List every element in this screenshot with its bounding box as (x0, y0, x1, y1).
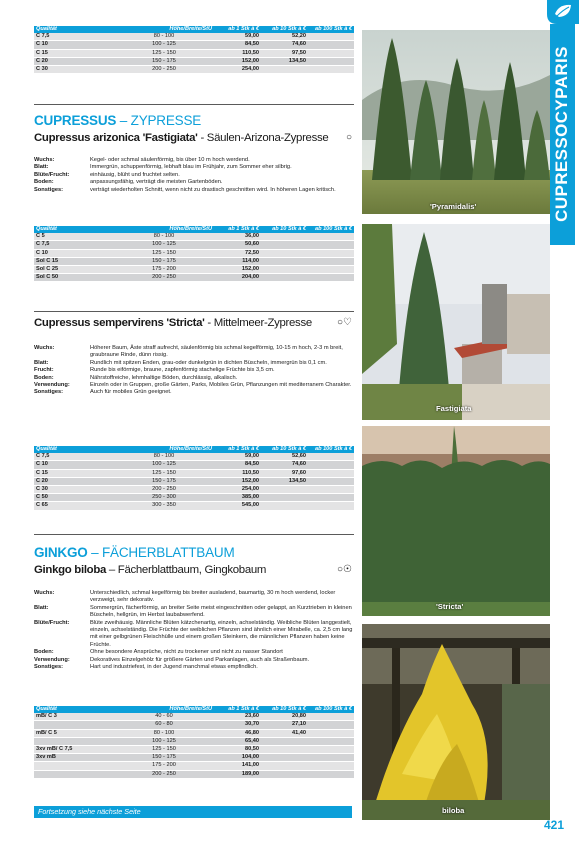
cell-price-10 (261, 762, 308, 770)
property-row (34, 187, 354, 194)
cell-price-100 (308, 233, 354, 241)
cell-size: 80 - 100 (114, 729, 214, 737)
property-row (34, 590, 354, 605)
col-header-size: Höhe/Breite/StU (114, 446, 214, 453)
col-header-price-1: ab 1 Stk à € (214, 26, 261, 33)
cell-quality: C 10 (34, 41, 114, 49)
cell-price-1: 141,00 (214, 762, 261, 770)
cell-size: 150 - 175 (114, 57, 214, 65)
property-row (34, 157, 354, 164)
col-header-size: Höhe/Breite/StU (114, 706, 214, 713)
cell-price-1: 254,00 (214, 486, 261, 494)
cell-price-100 (308, 66, 354, 74)
cypress-garden-image (362, 224, 550, 420)
cell-price-10 (261, 770, 308, 778)
property-label: Blüte/Frucht: (34, 619, 70, 626)
cell-quality: C 10 (34, 461, 114, 469)
cell-price-100 (308, 486, 354, 494)
cell-quality: C 7,5 (34, 241, 114, 249)
cell-price-100 (308, 729, 354, 737)
property-value: Höherer Baum, Äste straff aufrecht, säulenförmig bis schmal kegelförmig, 10-15 m hoch, 2-3 m breit, graubraune Rinde, dünn rissig. (90, 345, 343, 359)
property-row (34, 164, 354, 171)
cell-price-1: 50,60 (214, 241, 261, 249)
section-divider (34, 104, 354, 105)
table-row (34, 241, 354, 249)
property-row (34, 649, 354, 656)
cell-price-100 (308, 469, 354, 477)
cell-price-1: 84,50 (214, 461, 261, 469)
property-value: Auch für mobiles Grün geeignet. (90, 389, 172, 396)
property-value: Kegel- oder schmal säulenförmig, bis über 10 m hoch werdend. (90, 157, 250, 163)
photo-pyramidalis (362, 30, 550, 214)
cell-quality: C 15 (34, 49, 114, 57)
col-header-price-10: ab 10 Stk à € (261, 706, 308, 713)
table-row (34, 502, 354, 510)
cell-size: 80 - 100 (114, 33, 214, 41)
cell-price-100 (308, 49, 354, 57)
table-row (34, 770, 354, 778)
property-row (34, 620, 354, 650)
cell-price-100 (308, 453, 354, 461)
table-row (34, 249, 354, 257)
cell-quality (34, 770, 114, 778)
section-divider (34, 534, 354, 535)
cell-quality: C 10 (34, 249, 114, 257)
cell-price-10 (261, 249, 308, 257)
cell-price-1: 23,60 (214, 713, 261, 721)
cell-size: 150 - 175 (114, 477, 214, 485)
cell-price-1: 204,00 (214, 274, 261, 282)
price-table-2-wrap (34, 226, 354, 282)
section-title-light: – FÄCHERBLATTBAUM (87, 545, 235, 560)
cell-size: 300 - 350 (114, 502, 214, 510)
property-row (34, 382, 354, 389)
table-header-row (34, 26, 354, 33)
cell-price-1: 36,00 (214, 233, 261, 241)
cypress-hedge-image (362, 426, 550, 616)
table-row (34, 33, 354, 41)
price-table-4 (34, 706, 354, 779)
cell-size: 125 - 150 (114, 469, 214, 477)
property-value: Runde bis eiförmige, braune, zapfenförmig stachelige Früchte bis 3,5 cm. (90, 367, 275, 374)
col-header-price-1: ab 1 Stk à € (214, 706, 261, 713)
cell-price-1: 80,50 (214, 746, 261, 754)
cell-size: 150 - 175 (114, 754, 214, 762)
table-row (34, 486, 354, 494)
cell-quality (34, 737, 114, 745)
cell-price-1: 59,00 (214, 453, 261, 461)
table-row (34, 66, 354, 74)
cell-price-10 (261, 274, 308, 282)
property-value: Unterschiedlich, schmal kegelförmig bis breiter ausladend, baumartig, 30 m hoch werdend, locker verzweigt, sehr dekorativ. (90, 590, 336, 604)
col-header-price-100: ab 100 Stk à € (308, 446, 354, 453)
cell-price-10: 52,20 (261, 33, 308, 41)
cell-price-1: 114,00 (214, 257, 261, 265)
cell-price-1: 110,50 (214, 49, 261, 57)
cell-price-10 (261, 754, 308, 762)
cell-price-100 (308, 721, 354, 729)
cell-price-1: 545,00 (214, 502, 261, 510)
cell-price-1: 65,40 (214, 737, 261, 745)
cell-price-1: 110,50 (214, 469, 261, 477)
cell-quality: C 15 (34, 469, 114, 477)
table-row (34, 453, 354, 461)
cell-price-1: 30,70 (214, 721, 261, 729)
photo-biloba (362, 624, 550, 820)
species-common-name: - Mittelmeer-Zypresse (204, 317, 312, 329)
property-label: Sonstiges: (34, 664, 64, 671)
property-label: Sonstiges: (34, 389, 64, 396)
col-header-price-100: ab 100 Stk à € (308, 26, 354, 33)
cell-price-10 (261, 266, 308, 274)
property-value: Rundlich mit spitzen Enden, grau-oder dunkelgrün in dichten Büscheln, immergrün bis 0,1 cm. (90, 359, 327, 366)
property-row (34, 360, 354, 367)
property-value: Immergrün, schuppenförmig, lebhaft blau im Frühjahr, zum Sommer eher silbrig. (90, 164, 292, 171)
cell-price-100 (308, 257, 354, 265)
property-label: Blatt: (34, 359, 49, 366)
cell-quality: C 30 (34, 486, 114, 494)
photo-caption: Fastigiata (436, 404, 472, 413)
property-value: Ohne besondere Ansprüche, nicht zu trockener und nicht zu nasser Standort (90, 649, 283, 656)
property-label: Boden: (34, 179, 54, 186)
col-header-price-10: ab 10 Stk à € (261, 226, 308, 233)
table-header-row (34, 446, 354, 453)
cell-price-1: 84,50 (214, 41, 261, 49)
cell-quality: C 20 (34, 57, 114, 65)
cell-quality: Sol C 25 (34, 266, 114, 274)
col-header-size: Höhe/Breite/StU (114, 226, 214, 233)
cell-quality: C 65 (34, 502, 114, 510)
table-row (34, 721, 354, 729)
cell-quality (34, 762, 114, 770)
cell-size: 100 - 125 (114, 737, 214, 745)
property-row (34, 605, 354, 620)
species-title-arizonica (34, 132, 354, 144)
cell-price-1: 72,50 (214, 249, 261, 257)
section-title-bold: CUPRESSUS (34, 113, 117, 128)
property-label: Wuchs: (34, 590, 55, 596)
cell-price-1: 152,00 (214, 266, 261, 274)
cell-quality: Sol C 50 (34, 274, 114, 282)
property-label: Wuchs: (34, 157, 55, 163)
cell-price-100 (308, 494, 354, 502)
section-title-bold: GINKGO (34, 545, 88, 560)
property-value: Nährstoffreiche, lehmhaltige Böden, durchlässig, alkalisch. (90, 374, 238, 381)
cell-quality: C 7,5 (34, 453, 114, 461)
table-row (34, 762, 354, 770)
property-label: Wuchs: (34, 345, 55, 351)
cell-price-10: 20,80 (261, 713, 308, 721)
property-row (34, 179, 354, 186)
cell-size: 175 - 200 (114, 762, 214, 770)
col-header-price-100: ab 100 Stk à € (308, 706, 354, 713)
table-row (34, 274, 354, 282)
cell-price-100 (308, 57, 354, 65)
cell-quality: Sol C 15 (34, 257, 114, 265)
location-symbol-icon: ○☉ (336, 564, 352, 575)
cell-size: 175 - 200 (114, 266, 214, 274)
species-common-name: – Fächerblattbaum, Gingkobaum (106, 564, 267, 576)
table-row (34, 494, 354, 502)
species-common-name: - Säulen-Arizona-Zypresse (197, 132, 329, 144)
cell-price-10: 52,60 (261, 453, 308, 461)
cell-price-100 (308, 713, 354, 721)
species-name: Cupressus arizonica 'Fastigiata' (34, 132, 198, 144)
price-table-1-wrap (34, 26, 354, 74)
section-title-light: – ZYPRESSE (116, 113, 202, 128)
cell-price-10 (261, 241, 308, 249)
cell-price-100 (308, 477, 354, 485)
table-header-row (34, 226, 354, 233)
property-label: Sonstiges: (34, 186, 64, 193)
cell-price-10: 74,60 (261, 461, 308, 469)
cell-size: 125 - 150 (114, 49, 214, 57)
cell-size: 60 - 80 (114, 721, 214, 729)
cell-price-10: 134,50 (261, 57, 308, 65)
cell-price-1: 385,00 (214, 494, 261, 502)
cell-price-10: 74,60 (261, 41, 308, 49)
col-header-quality: Qualität (34, 446, 114, 453)
cell-price-1: 104,00 (214, 754, 261, 762)
table-row (34, 713, 354, 721)
cell-price-10 (261, 746, 308, 754)
table-header-row (34, 706, 354, 713)
cell-price-100 (308, 274, 354, 282)
property-label: Boden: (34, 649, 54, 656)
species-title-sempervirens (34, 317, 354, 329)
cell-size: 40 - 60 (114, 713, 214, 721)
price-table-1 (34, 26, 354, 74)
cell-quality: C 7,5 (34, 33, 114, 41)
property-value: Sommergrün, fächerförmig, an breiter Seite meist eingeschnitten oder gelappt, an Kurztrieben in kleinen Büscheln, hellgrün, im Herbst laubabwerfend. (90, 604, 352, 619)
cell-price-10: 41,40 (261, 729, 308, 737)
ginkgo-tree-image (362, 624, 550, 820)
col-header-size: Höhe/Breite/StU (114, 26, 214, 33)
property-row (34, 389, 354, 396)
cell-price-10 (261, 494, 308, 502)
properties-sempervirens (34, 345, 354, 397)
table-row (34, 746, 354, 754)
location-symbol-icon: ○♡ (336, 317, 352, 328)
property-label: Blatt: (34, 604, 49, 611)
property-row (34, 367, 354, 374)
cell-price-10: 97,60 (261, 469, 308, 477)
cell-price-100 (308, 770, 354, 778)
cell-price-100 (308, 33, 354, 41)
cell-price-100 (308, 502, 354, 510)
col-header-price-100: ab 100 Stk à € (308, 226, 354, 233)
table-row (34, 469, 354, 477)
cell-size: 80 - 100 (114, 233, 214, 241)
cell-size: 100 - 125 (114, 461, 214, 469)
cell-price-10 (261, 66, 308, 74)
property-label: Blatt: (34, 164, 49, 171)
cell-price-100 (308, 746, 354, 754)
property-label: Blüte/Frucht: (34, 171, 70, 178)
cell-price-1: 254,00 (214, 66, 261, 74)
cell-price-10: 134,50 (261, 477, 308, 485)
properties-arizonica (34, 157, 354, 194)
photo-stricta (362, 426, 550, 616)
col-header-price-1: ab 1 Stk à € (214, 226, 261, 233)
cell-quality: C 50 (34, 494, 114, 502)
cell-quality: 3xv mB/ C 7,5 (34, 746, 114, 754)
property-row (34, 345, 354, 360)
cell-price-10 (261, 737, 308, 745)
table-row (34, 257, 354, 265)
cell-price-10 (261, 257, 308, 265)
table-row (34, 754, 354, 762)
continued-note: Fortsetzung siehe nächste Seite (34, 806, 352, 818)
property-row (34, 375, 354, 382)
price-table-3-wrap (34, 446, 354, 511)
photo-caption: 'Pyramidalis' (430, 202, 477, 211)
table-row (34, 737, 354, 745)
photo-caption: biloba (442, 806, 465, 815)
cell-price-10 (261, 233, 308, 241)
cell-price-10: 27,10 (261, 721, 308, 729)
page-number: 421 (544, 818, 565, 832)
species-name: Cupressus sempervirens 'Stricta' (34, 317, 205, 329)
side-tab (550, 24, 575, 245)
cell-price-10 (261, 486, 308, 494)
property-value: Einzeln oder in Gruppen, große Gärten, Parks, Mobiles Grün, Pflanzungen mit mediterranem Charakter. (90, 382, 352, 389)
cell-price-100 (308, 762, 354, 770)
property-value: Blüte zweihäusig. Männliche Blüten kätzchenartig, einzeln, achselständig. Weibliche Blüten langgestielt, einzeln, achselständig. Die Früchte der weiblichen Pflanzen sind ähnlich einer Mirabelle, ca. 2,5 cm lang mit einer gelbgrünen Fleischhülle und einem großen Steinkern, die männlichen Pflanzen haben keine Früchte. (90, 619, 353, 648)
col-header-price-10: ab 10 Stk à € (261, 26, 308, 33)
photo-fastigiata (362, 224, 550, 420)
cell-size: 125 - 150 (114, 249, 214, 257)
cell-price-100 (308, 41, 354, 49)
species-title-ginkgo (34, 564, 354, 576)
property-value: einhäusig, blüht und fruchtet selten. (90, 171, 180, 178)
property-value: Hart und industriefest, in der Jugend manchmal etwas empfindlich. (90, 664, 258, 671)
cypress-row-image (362, 30, 550, 214)
leaf-icon (545, 0, 579, 24)
cell-price-100 (308, 249, 354, 257)
cell-price-100 (308, 266, 354, 274)
cell-size: 125 - 150 (114, 746, 214, 754)
price-table-4-wrap (34, 706, 354, 779)
property-value: Dekoratives Einzelgehölz für größere Gärten und Parkanlagen, auch als Straßenbaum. (90, 656, 310, 663)
cell-price-1: 46,80 (214, 729, 261, 737)
table-row (34, 49, 354, 57)
cell-size: 100 - 125 (114, 241, 214, 249)
cell-size: 200 - 250 (114, 770, 214, 778)
cell-quality: C 30 (34, 66, 114, 74)
cell-size: 80 - 100 (114, 453, 214, 461)
side-tab-label: CUPRESSOCYPARIS (552, 46, 571, 222)
cell-price-10 (261, 502, 308, 510)
property-label: Verwendung: (34, 656, 70, 663)
cell-quality: mB/ C 3 (34, 713, 114, 721)
section-title-ginkgo (34, 545, 235, 560)
properties-ginkgo (34, 590, 354, 671)
col-header-price-10: ab 10 Stk à € (261, 446, 308, 453)
cell-size: 200 - 250 (114, 274, 214, 282)
col-header-quality: Qualität (34, 26, 114, 33)
cell-price-100 (308, 461, 354, 469)
cell-size: 200 - 250 (114, 66, 214, 74)
property-label: Boden: (34, 374, 54, 381)
property-value: verträgt wiederholten Schnitt, wenn nicht zu drastisch geschnitten wird. In höheren Lagen kritisch. (90, 186, 336, 193)
cell-size: 100 - 125 (114, 41, 214, 49)
property-value: anpassungsfähig, verträgt die meisten Gartenböden. (90, 179, 223, 186)
table-row (34, 729, 354, 737)
section-divider (34, 311, 354, 312)
cell-price-100 (308, 737, 354, 745)
property-row (34, 172, 354, 179)
table-row (34, 461, 354, 469)
table-row (34, 41, 354, 49)
property-label: Frucht: (34, 367, 54, 374)
property-label: Verwendung: (34, 382, 70, 389)
property-row (34, 664, 354, 671)
table-row (34, 233, 354, 241)
table-row (34, 266, 354, 274)
cell-size: 250 - 300 (114, 494, 214, 502)
section-title-cupressus (34, 113, 201, 128)
cell-price-10: 97,50 (261, 49, 308, 57)
cell-quality: C 5 (34, 233, 114, 241)
cell-quality: mB/ C 5 (34, 729, 114, 737)
cell-price-100 (308, 241, 354, 249)
col-header-price-1: ab 1 Stk à € (214, 446, 261, 453)
table-row (34, 57, 354, 65)
cell-price-1: 59,00 (214, 33, 261, 41)
col-header-quality: Qualität (34, 226, 114, 233)
location-symbol-icon: ○ (345, 132, 352, 143)
cell-price-1: 152,00 (214, 477, 261, 485)
cell-size: 200 - 250 (114, 486, 214, 494)
cell-quality (34, 721, 114, 729)
cell-size: 150 - 175 (114, 257, 214, 265)
cell-price-1: 152,00 (214, 57, 261, 65)
cell-quality: 3xv mB (34, 754, 114, 762)
cell-quality: C 20 (34, 477, 114, 485)
cell-price-100 (308, 754, 354, 762)
property-row (34, 657, 354, 664)
price-table-3 (34, 446, 354, 511)
table-row (34, 477, 354, 485)
photo-caption: 'Stricta' (436, 602, 464, 611)
col-header-quality: Qualität (34, 706, 114, 713)
species-name: Ginkgo biloba (34, 564, 107, 576)
cell-price-1: 189,00 (214, 770, 261, 778)
price-table-2 (34, 226, 354, 282)
